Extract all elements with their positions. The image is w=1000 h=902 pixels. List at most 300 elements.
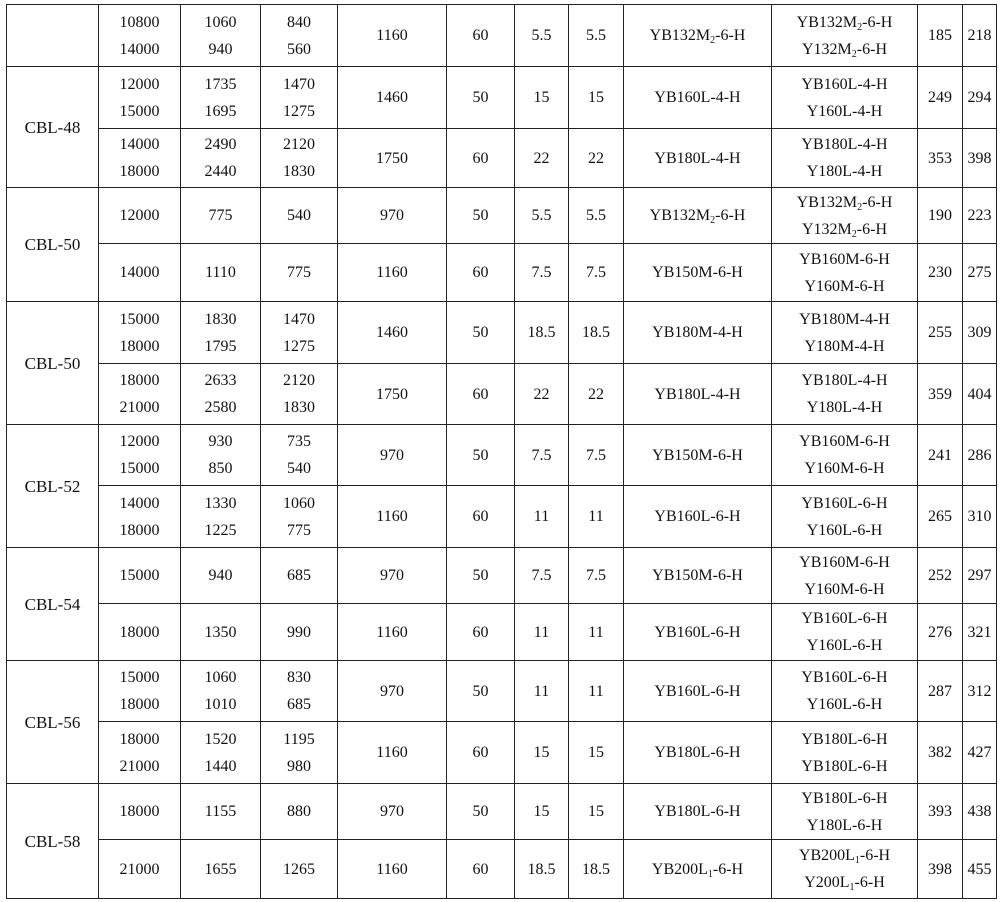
flow-cell-value: 15000 xyxy=(119,460,160,477)
motor-a-cell xyxy=(624,604,772,661)
motor-a-cell xyxy=(624,425,772,486)
flow-cell xyxy=(99,840,181,899)
motor-model-sub: 1 xyxy=(707,868,713,880)
pressure-a-cell-value: 1110 xyxy=(205,264,236,281)
power-a-cell: 7.5 xyxy=(515,425,569,486)
weight-a-cell: 255 xyxy=(918,302,963,364)
motor-model-pre: YB180L-4-H xyxy=(654,385,741,403)
pressure-a-cell-value: 1010 xyxy=(204,696,237,713)
pressure-b-cell xyxy=(261,784,338,840)
weight-b-cell: 455 xyxy=(963,840,997,899)
pressure-b-cell xyxy=(261,840,338,899)
pressure-b-cell-value: 840 xyxy=(287,13,311,31)
pressure-b-cell-value: 880 xyxy=(287,803,311,820)
power-a-cell: 18.5 xyxy=(515,302,569,364)
motor-model-pre: Y160L-6-H xyxy=(806,637,883,654)
motor-model-line xyxy=(772,36,917,63)
pressure-a-cell-value: 1735 xyxy=(204,75,237,93)
motor-a-cell xyxy=(624,244,772,302)
flow-cell-value: 10800 xyxy=(119,13,160,31)
flow-cell-value: 21000 xyxy=(119,757,160,775)
power-a-cell: 22 xyxy=(515,129,569,188)
pressure-b-cell-value: 540 xyxy=(287,460,311,477)
motor-model-line xyxy=(772,9,917,36)
pressure-a-cell xyxy=(181,840,261,899)
model-cell: CBL-56 xyxy=(7,661,99,784)
pressure-a-cell xyxy=(181,548,261,604)
pressure-b-cell-value: 560 xyxy=(287,40,311,58)
speed-cell: 1160 xyxy=(338,486,447,548)
pressure-b-cell-value: 735 xyxy=(287,433,311,450)
speed-cell: 1160 xyxy=(338,604,447,661)
motor-model-pre: Y200L xyxy=(804,874,850,891)
table-row xyxy=(7,548,997,604)
motor-model-line xyxy=(772,428,917,455)
motor-model-pre: YB180L-6-H xyxy=(801,757,888,775)
motor-model-line xyxy=(772,869,917,896)
motor-model-sub: 1 xyxy=(854,855,860,866)
flow-cell-value: 14000 xyxy=(119,264,160,281)
power-a-cell: 18.5 xyxy=(515,840,569,899)
flow-cell-value: 18000 xyxy=(119,730,160,748)
motor-a-cell xyxy=(624,302,772,364)
motor-model-line xyxy=(772,576,917,603)
pressure-a-cell-value: 1695 xyxy=(204,102,237,120)
flow-cell-value: 15000 xyxy=(119,669,160,686)
pressure-b-cell-value: 775 xyxy=(287,521,311,539)
power-b-cell: 5.5 xyxy=(569,5,624,67)
weight-b-cell: 321 xyxy=(963,604,997,661)
pressure-a-cell xyxy=(181,244,261,302)
motor-model-sub: 2 xyxy=(710,215,716,226)
motor-model-pre: YB180M-4-H xyxy=(799,310,890,328)
power-b-cell: 15 xyxy=(569,722,624,784)
motor-model-pre: YB160L-6-H xyxy=(654,623,741,641)
power-a-cell: 5.5 xyxy=(515,5,569,67)
motor-model-line xyxy=(772,726,917,753)
motor-model-line xyxy=(772,367,917,394)
table-row xyxy=(7,425,997,486)
weight-a-cell: 190 xyxy=(918,188,963,244)
table-row xyxy=(7,364,997,425)
motor-model-pre: YB160L-6-H xyxy=(654,508,741,525)
flow-cell-value: 18000 xyxy=(119,337,160,355)
frequency-cell: 50 xyxy=(447,425,515,486)
frequency-cell: 50 xyxy=(447,548,515,604)
model-cell: CBL-58 xyxy=(7,784,99,899)
speed-cell: 1160 xyxy=(338,840,447,899)
pressure-a-cell xyxy=(181,188,261,244)
pressure-b-cell xyxy=(261,302,338,364)
motor-model-line xyxy=(772,333,917,360)
motor-b-cell xyxy=(772,486,918,548)
pressure-a-cell-value: 1350 xyxy=(204,623,237,641)
flow-cell xyxy=(99,425,181,486)
motor-model-pre: Y160L-4-H xyxy=(806,102,883,120)
power-a-cell: 15 xyxy=(515,67,569,129)
pressure-a-cell xyxy=(181,302,261,364)
weight-a-cell: 393 xyxy=(918,784,963,840)
model-cell: CBL-54 xyxy=(7,548,99,661)
pressure-b-cell xyxy=(261,364,338,425)
motor-b-cell xyxy=(772,722,918,784)
weight-b-cell: 404 xyxy=(963,364,997,425)
power-b-cell: 15 xyxy=(569,784,624,840)
table-row xyxy=(7,244,997,302)
flow-cell-value: 15000 xyxy=(119,567,160,584)
pressure-a-cell-value: 930 xyxy=(208,433,233,450)
motor-model-pre: YB160M-6-H xyxy=(799,553,890,571)
motor-model-pre: Y160L-6-H xyxy=(806,521,883,539)
weight-a-cell: 252 xyxy=(918,548,963,604)
flow-cell xyxy=(99,129,181,188)
frequency-cell: 60 xyxy=(447,722,515,784)
motor-model-pre: YB160L-4-H xyxy=(801,75,888,93)
pressure-a-cell xyxy=(181,486,261,548)
weight-a-cell: 249 xyxy=(918,67,963,129)
motor-model-sub: 2 xyxy=(857,21,863,33)
frequency-cell: 60 xyxy=(447,486,515,548)
motor-model-pre: YB180L-6-H xyxy=(801,730,888,748)
power-a-cell: 11 xyxy=(515,486,569,548)
pressure-a-cell-value: 2440 xyxy=(204,163,237,180)
flow-cell xyxy=(99,486,181,548)
pressure-a-cell-value: 1060 xyxy=(204,669,237,686)
flow-cell-value: 21000 xyxy=(119,860,160,878)
pressure-a-cell xyxy=(181,5,261,67)
motor-model-line xyxy=(772,605,917,632)
weight-b-cell: 275 xyxy=(963,244,997,302)
weight-a-cell: 382 xyxy=(918,722,963,784)
motor-model-line xyxy=(624,798,771,825)
motor-model-pre: YB180L-6-H xyxy=(801,789,888,807)
motor-model-line xyxy=(772,691,917,718)
pressure-a-cell-value: 1830 xyxy=(204,310,237,328)
power-a-cell: 11 xyxy=(515,604,569,661)
speed-cell: 970 xyxy=(338,188,447,244)
power-b-cell: 7.5 xyxy=(569,425,624,486)
flow-cell-value: 15000 xyxy=(119,310,160,328)
motor-model-line xyxy=(624,145,771,172)
flow-cell xyxy=(99,5,181,67)
speed-cell: 970 xyxy=(338,425,447,486)
motor-model-line xyxy=(624,319,771,346)
motor-b-cell xyxy=(772,188,918,244)
motor-b-cell xyxy=(772,661,918,722)
motor-model-line xyxy=(772,246,917,273)
pressure-b-cell-value: 1060 xyxy=(283,494,315,512)
speed-cell: 970 xyxy=(338,661,447,722)
pressure-a-cell-value: 2580 xyxy=(204,399,237,416)
motor-model-pre: YB200L xyxy=(798,847,855,864)
frequency-cell: 60 xyxy=(447,129,515,188)
motor-model-pre: YB132M xyxy=(649,207,711,224)
flow-cell-value: 14000 xyxy=(119,40,160,58)
power-a-cell: 15 xyxy=(515,722,569,784)
motor-b-cell xyxy=(772,604,918,661)
motor-model-line xyxy=(624,619,771,646)
motor-model-sub: 2 xyxy=(710,35,716,46)
motor-model-sub: 2 xyxy=(851,228,857,240)
motor-model-pre: Y132M xyxy=(802,220,852,238)
pressure-b-cell-value: 685 xyxy=(287,567,311,584)
speed-cell: 1160 xyxy=(338,244,447,302)
motor-model-line xyxy=(772,158,917,185)
table-row xyxy=(7,188,997,244)
weight-a-cell: 359 xyxy=(918,364,963,425)
flow-cell-value: 12000 xyxy=(119,433,160,450)
pressure-a-cell xyxy=(181,661,261,722)
power-b-cell: 22 xyxy=(569,129,624,188)
power-b-cell: 7.5 xyxy=(569,244,624,302)
motor-model-line xyxy=(772,306,917,333)
power-a-cell: 7.5 xyxy=(515,244,569,302)
flow-cell-value: 18000 xyxy=(119,696,160,713)
motor-a-cell xyxy=(624,661,772,722)
speed-cell: 1750 xyxy=(338,129,447,188)
pressure-b-cell xyxy=(261,425,338,486)
motor-b-cell xyxy=(772,425,918,486)
motor-model-line xyxy=(772,664,917,691)
motor-model-line xyxy=(624,442,771,469)
pressure-b-cell xyxy=(261,67,338,129)
motor-model-pre: Y160M-6-H xyxy=(804,460,885,477)
flow-cell xyxy=(99,604,181,661)
flow-cell-value: 12000 xyxy=(119,75,160,93)
motor-model-sub: 2 xyxy=(857,201,863,213)
power-a-cell: 22 xyxy=(515,364,569,425)
pressure-b-cell-value: 1275 xyxy=(283,337,315,355)
motor-model-post: -6-H xyxy=(862,13,893,31)
flow-cell xyxy=(99,302,181,364)
pressure-b-cell xyxy=(261,486,338,548)
pressure-b-cell-value: 540 xyxy=(287,207,311,224)
frequency-cell: 50 xyxy=(447,188,515,244)
model-cell: CBL-52 xyxy=(7,425,99,548)
flow-cell-value: 18000 xyxy=(119,803,160,820)
weight-a-cell: 265 xyxy=(918,486,963,548)
pressure-b-cell-value: 775 xyxy=(287,264,311,281)
model-cell: CBL-48 xyxy=(7,67,99,188)
frequency-cell: 60 xyxy=(447,364,515,425)
motor-model-pre: YB160M-6-H xyxy=(799,250,890,268)
motor-model-pre: Y180M-4-H xyxy=(804,337,885,355)
pressure-a-cell-value: 1225 xyxy=(204,521,237,539)
pressure-b-cell-value: 685 xyxy=(287,696,311,713)
weight-b-cell: 310 xyxy=(963,486,997,548)
motor-model-line xyxy=(772,273,917,300)
motor-model-line xyxy=(772,490,917,517)
motor-model-line xyxy=(624,856,771,883)
frequency-cell: 60 xyxy=(447,604,515,661)
flow-cell-value: 18000 xyxy=(119,521,160,539)
table-row xyxy=(7,302,997,364)
motor-model-post: -6-H xyxy=(712,860,744,878)
pressure-a-cell-value: 940 xyxy=(208,40,233,58)
motor-model-line xyxy=(624,678,771,705)
pressure-a-cell-value: 850 xyxy=(208,460,233,477)
motor-a-cell xyxy=(624,784,772,840)
motor-model-pre: YB160L-4-H xyxy=(654,89,741,106)
motor-model-post: -6-H xyxy=(859,847,891,864)
speed-cell: 1160 xyxy=(338,5,447,67)
pressure-a-cell xyxy=(181,364,261,425)
power-a-cell: 5.5 xyxy=(515,188,569,244)
pressure-b-cell xyxy=(261,188,338,244)
pressure-a-cell-value: 1795 xyxy=(204,337,237,355)
power-a-cell: 11 xyxy=(515,661,569,722)
frequency-cell: 50 xyxy=(447,302,515,364)
motor-model-line xyxy=(772,753,917,780)
frequency-cell: 60 xyxy=(447,5,515,67)
table-row xyxy=(7,840,997,899)
speed-cell: 1160 xyxy=(338,722,447,784)
motor-model-post: -6-H xyxy=(854,874,885,891)
motor-a-cell xyxy=(624,486,772,548)
motor-model-pre: YB160L-6-H xyxy=(654,682,741,700)
motor-model-line xyxy=(624,202,771,229)
flow-cell xyxy=(99,364,181,425)
motor-model-line xyxy=(772,785,917,812)
flow-cell-value: 14000 xyxy=(119,494,160,512)
motor-model-line xyxy=(772,812,917,839)
motor-model-sub: 1 xyxy=(849,882,855,893)
pressure-a-cell xyxy=(181,425,261,486)
power-b-cell: 11 xyxy=(569,486,624,548)
motor-model-post: -6-H xyxy=(856,40,887,58)
frequency-cell: 50 xyxy=(447,784,515,840)
pressure-a-cell xyxy=(181,784,261,840)
pressure-a-cell-value: 1060 xyxy=(204,13,237,31)
motor-a-cell xyxy=(624,67,772,129)
pressure-b-cell-value: 2120 xyxy=(283,372,315,389)
speed-cell: 1460 xyxy=(338,67,447,129)
motor-a-cell xyxy=(624,5,772,67)
motor-model-pre: YB160L-6-H xyxy=(801,494,888,512)
weight-b-cell: 398 xyxy=(963,129,997,188)
motor-model-line xyxy=(624,503,771,530)
flow-cell xyxy=(99,784,181,840)
flow-cell xyxy=(99,244,181,302)
pressure-a-cell xyxy=(181,67,261,129)
table-row xyxy=(7,67,997,129)
motor-model-pre: YB150M-6-H xyxy=(652,446,743,464)
motor-model-pre: YB180M-4-H xyxy=(652,324,743,341)
weight-b-cell: 223 xyxy=(963,188,997,244)
motor-model-pre: YB160M-6-H xyxy=(799,433,890,450)
pressure-a-cell-value: 2490 xyxy=(204,136,237,153)
motor-model-pre: YB180L-6-H xyxy=(654,803,741,820)
pressure-b-cell xyxy=(261,244,338,302)
weight-b-cell: 309 xyxy=(963,302,997,364)
speed-cell: 970 xyxy=(338,784,447,840)
pressure-b-cell-value: 1830 xyxy=(283,163,315,180)
motor-b-cell xyxy=(772,840,918,899)
motor-model-sub: 2 xyxy=(851,48,857,60)
speed-cell: 970 xyxy=(338,548,447,604)
model-cell xyxy=(7,5,99,67)
pressure-a-cell xyxy=(181,722,261,784)
pressure-b-cell xyxy=(261,129,338,188)
pressure-a-cell-value: 1440 xyxy=(204,757,237,775)
flow-cell xyxy=(99,661,181,722)
motor-model-pre: YB160L-6-H xyxy=(801,610,888,627)
motor-model-pre: YB200L xyxy=(651,860,708,878)
motor-model-pre: Y180L-4-H xyxy=(806,399,883,416)
pressure-b-cell-value: 1265 xyxy=(283,860,315,878)
motor-a-cell xyxy=(624,548,772,604)
flow-cell-value: 18000 xyxy=(119,623,160,641)
speed-cell: 1460 xyxy=(338,302,447,364)
motor-b-cell xyxy=(772,784,918,840)
pressure-a-cell-value: 1520 xyxy=(204,730,237,748)
pressure-b-cell-value: 1470 xyxy=(283,75,315,93)
frequency-cell: 50 xyxy=(447,67,515,129)
motor-model-line xyxy=(772,71,917,98)
weight-b-cell: 427 xyxy=(963,722,997,784)
motor-model-line xyxy=(772,131,917,158)
pressure-b-cell-value: 1470 xyxy=(283,310,315,328)
motor-model-pre: Y132M xyxy=(802,40,852,58)
motor-model-pre: YB150M-6-H xyxy=(652,264,743,281)
weight-b-cell: 286 xyxy=(963,425,997,486)
model-cell: CBL-50 xyxy=(7,188,99,302)
motor-b-cell xyxy=(772,129,918,188)
motor-model-line xyxy=(772,549,917,576)
motor-b-cell xyxy=(772,5,918,67)
weight-a-cell: 185 xyxy=(918,5,963,67)
table-row xyxy=(7,604,997,661)
table-row xyxy=(7,486,997,548)
motor-model-pre: YB180L-4-H xyxy=(801,136,888,153)
motor-model-post: -6-H xyxy=(715,27,746,44)
pressure-a-cell-value: 2633 xyxy=(204,372,237,389)
motor-b-cell xyxy=(772,364,918,425)
motor-b-cell xyxy=(772,244,918,302)
pressure-b-cell-value: 830 xyxy=(287,669,311,686)
motor-a-cell xyxy=(624,840,772,899)
power-a-cell: 15 xyxy=(515,784,569,840)
table-row xyxy=(7,661,997,722)
motor-b-cell xyxy=(772,302,918,364)
power-b-cell: 22 xyxy=(569,364,624,425)
pressure-a-cell-value: 775 xyxy=(208,207,233,224)
pressure-b-cell xyxy=(261,548,338,604)
pressure-b-cell xyxy=(261,604,338,661)
motor-model-line xyxy=(772,394,917,421)
pressure-b-cell-value: 1275 xyxy=(283,102,315,120)
weight-b-cell: 312 xyxy=(963,661,997,722)
weight-b-cell: 297 xyxy=(963,548,997,604)
motor-model-pre: YB132M xyxy=(796,193,858,211)
weight-a-cell: 276 xyxy=(918,604,963,661)
motor-model-line xyxy=(772,189,917,216)
power-b-cell: 11 xyxy=(569,661,624,722)
motor-model-pre: YB160L-6-H xyxy=(801,669,888,686)
power-b-cell: 18.5 xyxy=(569,302,624,364)
motor-model-pre: YB180L-4-H xyxy=(654,149,741,167)
pressure-a-cell xyxy=(181,129,261,188)
weight-a-cell: 287 xyxy=(918,661,963,722)
weight-b-cell: 438 xyxy=(963,784,997,840)
motor-model-pre: Y160L-6-H xyxy=(806,696,883,713)
pressure-b-cell xyxy=(261,661,338,722)
pressure-b-cell-value: 2120 xyxy=(283,136,315,153)
frequency-cell: 60 xyxy=(447,244,515,302)
power-a-cell: 7.5 xyxy=(515,548,569,604)
flow-cell xyxy=(99,548,181,604)
motor-model-line xyxy=(624,562,771,589)
